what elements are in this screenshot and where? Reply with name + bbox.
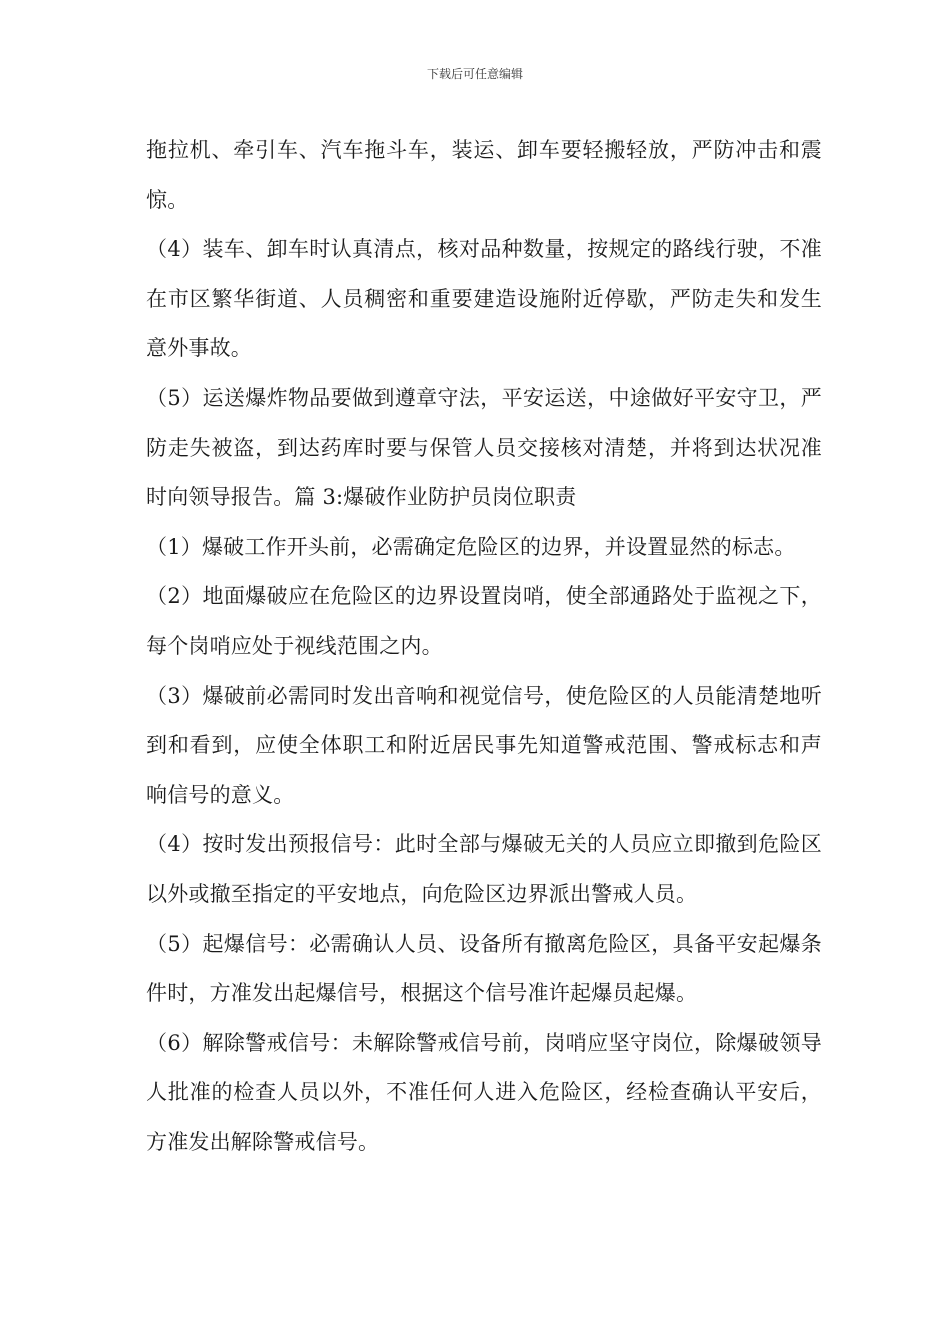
paragraph-4: （1）爆破工作开头前，必需确定危险区的边界，并设置显然的标志。 xyxy=(146,534,796,559)
paragraph-3: （5）运送爆炸物品要做到遵章守法，平安运送，中途做好平安守卫，严防走失被盗，到达药库时要与保管人员交接核对清楚，并将到达状况准时向领导报告。篇 3:爆破作业防护员岗位职责 xyxy=(146,385,822,510)
page-header: 下载后可任意编辑 xyxy=(426,67,523,81)
paragraph-8: （5）起爆信号：必需确认人员、设备所有撤离危险区，具备平安起爆条件时，方准发出起爆信号，根据这个信号准许起爆员起爆。 xyxy=(146,931,822,1006)
paragraph-6: （3）爆破前必需同时发出音响和视觉信号，使危险区的人员能清楚地听到和看到，应使全体职工和附近居民事先知道警戒范围、警戒标志和声响信号的意义。 xyxy=(146,683,822,807)
paragraph-7: （4）按时发出预报信号：此时全部与爆破无关的人员应立即撤到危险区以外或撤至指定的平安地点，向危险区边界派出警戒人员。 xyxy=(146,832,822,906)
paragraph-9: （6）解除警戒信号：未解除警戒信号前，岗哨应坚守岗位，除爆破领导人批准的检查人员以外，不准任何人进入危险区，经检查确认平安后，方准发出解除警戒信号。 xyxy=(146,1030,822,1154)
paragraph-1: 拖拉机、牵引车、汽车拖斗车，装运、卸车要轻搬轻放，严防冲击和震惊。 xyxy=(146,138,822,212)
paragraph-5: （2）地面爆破应在危险区的边界设置岗哨，使全部通路处于监视之下，每个岗哨应处于视线范围之内。 xyxy=(146,584,822,658)
paragraph-2: （4）装车、卸车时认真清点，核对品种数量，按规定的路线行驶，不准在市区繁华街道、人员稠密和重要建造设施附近停歇，严防走失和发生意外事故。 xyxy=(146,237,822,361)
document-body xyxy=(146,126,822,1167)
